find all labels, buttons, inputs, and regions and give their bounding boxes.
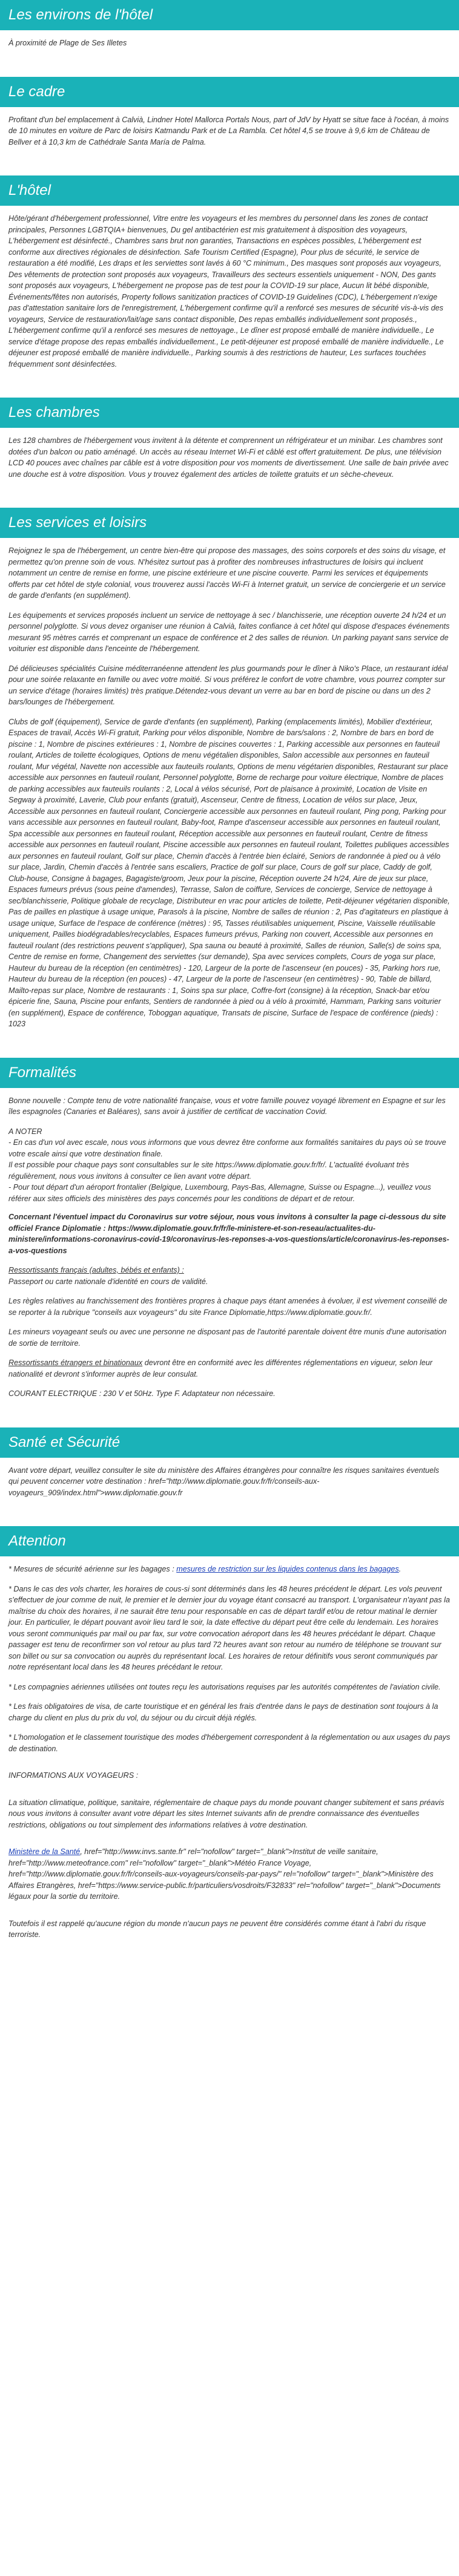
note-line: Il est possible pour chaque pays sont consultables sur le site https://www.diplomatie.gouv.fr/fr/. L'actualité évoluant très régulièrement, nous vous invitons à consulter ce lien avant votre départ. — [8, 1161, 409, 1181]
section-attention — [0, 1526, 459, 1941]
paragraph: Bonne nouvelle : Compte tenu de votre nationalité française, vous et votre famille pouvez voyagé librement en Espagne et sur les îles espagnoles (Canaries et Baléares), sans avoir à justifier de certificat de vaccination Covid. — [8, 1096, 446, 1116]
liquids-restriction-link[interactable]: mesures de restriction sur les liquides contenus dans les bagages — [176, 1565, 399, 1573]
paragraph: * Les compagnies aériennes utilisées ont toutes reçu les autorisations requises par les autorités compétentes de l'aviation civile. — [8, 1682, 441, 1691]
section-formalites — [0, 1058, 459, 1400]
covid-notice: Concernant l'éventuel impact du Coronavirus sur votre séjour, nous vous invitons à consulter la page ci-dessous du site officiel France Diplomatie : https://www.diplomatie.gouv.fr/fr/le-ministere-et-son-reseau/actualites-du-ministere/informations-coronavirus-covid-19/coronavirus-les-reponses-a-vos-questions/article/coronavirus-les-reponses-a-vos-questions — [8, 1213, 449, 1255]
note-heading: A NOTER — [8, 1127, 42, 1136]
section-text: Profitant d'un bel emplacement à Calvià, Lindner Hotel Mallorca Portals Nous, part of JdV by Hyatt se situe face à l'océan, à moins de 10 minutes en voiture de Parc de loisirs Katmandu Park et de La Rambla. Cet hôtel 4,5 se trouve à 9,6 km de Château de Bellver et à 10,3 km de Cathédrale Santa María de Palma. — [8, 115, 449, 146]
section-text: Hôte/gérant d'hébergement professionnel, Vitre entre les voyageurs et les membres du personnel dans les zones de contact principales, Personnes LGBTQIA+ bienvenues, Du gel antibactérien est mis gratuitement à disposition des voyageurs, L'hébergement est désinfecté., Chambres sans brut non garanties, Transactions en espèces possibles, L'hébergement est conforme aux directives régionales de désinfection. Safe Tourism Certified (Espagne), Pour plus de sécurité, le service de restauration a été modifié, Les draps et les serviettes sont lavés à 60 °C minimum., Des masques sont proposés aux voyageurs, Des vêtements de protection sont proposés aux voyageurs, Travailleurs des secteurs essentiels uniquement - NON, Des gants sont proposés aux voyageurs, L'hébergement ne propose pas de test pour la COVID-19 sur place, Aucun lit bébé disponible, Événements/fêtes non autorisés, Property follows sanitization practices of COVID-19 Guidelines (CDC), L'hébergement n'exige pas d'attestation sanitaire lors de l'enregistrement, L'hébergement confirme qu'il a renforcé ses mesures de sécurité vis-à-vis des voyageurs, Service de restauration/lait/age sans contact disponible, Des repas emballés individuellement sont proposés., L'hébergement confirme qu'il a renforcé ses mesures de nettoyage., Le dîner est proposé emballé de manière individuelle., Le service d'étage propose des repas emballés individuellement., Le petit-déjeuner est proposé emballé de manière individuelle., Le déjeuner est proposé emballé de manière individuelle., Parking soumis à des restrictions de hauteur, Les surfaces touchées fréquemment sont désinfectées. — [8, 214, 444, 369]
paragraph: Toutefois il est rappelé qu'aucune région du monde n'aucun pays ne peuvent être considérés comme étant à l'abri du risque terroriste. — [8, 1919, 426, 1939]
text: . — [398, 1565, 401, 1573]
section-title: Les services et loisirs — [0, 508, 459, 538]
paragraph: Les équipements et services proposés incluent un service de nettoyage à sec / blanchisserie, une réception ouverte 24 h/24 et un personnel polyglotte. Si vous devez organiser une réunion à Calvià, faites confiance à cet hôtel qui dispose d'espaces événements mesurant 95 mètres carrés et comprenant un espace de conférence et 2 des salles de réunion. Un parking payant sans service de voiturier est disponible dans l'enceinte de l'hébergement. — [8, 611, 450, 653]
note-line: - Pour tout départ d'un aéroport frontalier (Belgique, Luxembourg, Pays-Bas, Allemagne, Suisse ou Espagne...), veuillez vous référer aux sites officiels des ministères des pays concernés pour les conditions de départ et de retour. — [8, 1183, 431, 1203]
section-title: Formalités — [0, 1058, 459, 1088]
paragraph: Passeport ou carte nationale d'identité en cours de validité. — [8, 1277, 208, 1286]
section-title: Les environs de l'hôtel — [0, 0, 459, 30]
section-text: Les 128 chambres de l'hébergement vous invitent à la détente et comprennent un réfrigérateur et un minibar. Les chambres sont dotées d'un balcon ou patio aménagé. Un accès au réseau Internet Wi-Fi et câblé est offert gratuitement. De plus, une télévision LCD 40 pouces avec chaînes par câble est à votre disposition pour vos moments de divertissement. Une salle de bain privée avec une douche est à votre disposition. Vous y trouvez également des articles de toilette gratuits et un sèche-cheveux. — [8, 436, 449, 479]
paragraph: Rejoignez le spa de l'hébergement, un centre bien-être qui propose des massages, des soins corporels et des soins du visage, et permettez qu'on prenne soin de vous. N'hésitez surtout pas à profiter des nombreuses infrastructures de loisirs qui incluent notamment un centre de remise en forme, une piscine extérieure et une piscine couverte. Parmi les services et équipements offerts par cet hôtel de style colonial, vous trouverez aussi l'accès Wi-Fi à Internet gratuit, un service de conciergerie et un service de garde d'enfants (en supplément). — [8, 546, 446, 600]
paragraph: * Les frais obligatoires de visa, de carte touristique et en général les frais d'entrée dans le pays de destination sont toujours à la charge du client en plus du prix du vol, du séjour ou du circuit déjà réglés. — [8, 1702, 438, 1722]
paragraph — [8, 1564, 451, 1575]
section-title: Santé et Sécurité — [0, 1427, 459, 1458]
section-title: Les chambres — [0, 398, 459, 428]
paragraph: * L'homologation et le classement touristique des modes d'hébergement correspondent à la réglementation ou aux usages du pays de destination. — [8, 1733, 451, 1753]
paragraph — [8, 1357, 451, 1380]
links-text: , href="http://www.invs.sante.fr" rel="nofollow" target="_blank">Institut de veille sanitaire, href="http://www.meteofrance.com" rel="nofollow" target="_blank">Météo France Voyage, href="http://www.diplomatie.gouv.fr/fr/conseils-aux-voyageurs/conseils-par-pays/" rel="nofollow" target="_blank">Ministère des Affaires Etrangères, href="https://www.service-public.fr/particuliers/vosdroits/F32833" rel="nofollow" target="_blank">Documents légaux pour la sortie du territoire. — [8, 1847, 441, 1901]
ministere-sante-link[interactable]: Ministère de la Santé — [8, 1847, 81, 1856]
paragraph: COURANT ELECTRIQUE : 230 V et 50Hz. Type F. Adaptateur non nécessaire. — [8, 1389, 276, 1398]
section-loisirs — [0, 508, 459, 1030]
section-title: L'hôtel — [0, 175, 459, 206]
etrangers-text: devront être en conformité avec les différentes réglementations en vigueur, selon leur nationalité et devront s'informer auprès de leur consulat. — [8, 1358, 433, 1378]
etrangers-heading: Ressortissants étrangers et binationaux — [8, 1358, 143, 1367]
paragraph: La situation climatique, politique, sanitaire, réglementaire de chaque pays du monde pouvant changer subitement et sans préavis nous vous invitons à consulter avant votre départ les sites Internet suivants afin de prendre connaissance des éventuelles restrictions, obligations ou tout simplement des informations relatives à votre destination. — [8, 1798, 444, 1829]
note-block — [8, 1126, 451, 1205]
fr-heading: Ressortissants français (adultes, bébés et enfants) : — [8, 1266, 184, 1274]
paragraph: * Dans le cas des vols charter, les horaires de cous-si sont déterminés dans les 48 heures précédent le départ. Les vols peuvent s'effectuer de jour comme de nuit, le premier et le dernier jour du voyage étant consacré au transport. L'organisateur n'ayant pas la maîtrise du choix des horaires, il ne saurait être tenu pour responsable en cas de départ tardif et/ou de retour matinal le dernier jour. En particulier, le départ pouvant avoir lieu tard le soir, la date effective du départ peut être celle du lendemain. Les horaires vous seront communiqués par mail ou par fax, sur votre convocation aéroport dans les 48 heures précédant le départ. Chaque passager est tenu de reconfirmer son vol retour au plus tard 72 heures avant son retour au numéro de téléphone se trouvant sur son billet ou sur sa convocation ou auprès du représentant local. Les horaires de retour définitifs vous seront communiqués par notre représentant local dans les 48 heures précédant le retour. — [8, 1584, 450, 1671]
text: * Mesures de sécurité aérienne sur les bagages : — [8, 1565, 177, 1573]
section-hotel — [0, 175, 459, 370]
note-line: - En cas d'un vol avec escale, nous vous informons que vous devrez être conforme aux formalités sanitaires du pays où se trouve votre escale ainsi que votre destination finale. — [8, 1138, 446, 1158]
section-title: Le cadre — [0, 77, 459, 107]
paragraph: Les mineurs voyageant seuls ou avec une personne ne disposant pas de l'autorité parentale doivent être munis d'une autorisation de sortie de territoire. — [8, 1328, 447, 1348]
section-chambres — [0, 398, 459, 480]
amenities-list: Clubs de golf (équipement), Service de garde d'enfants (en supplément), Parking (emplacements limités), Mobilier d'extérieur, Espaces de travail, Accès Wi-Fi gratuit, Parking pour vélos disponible, Nombre de bars/salons : 2, Nombre de bars en bord de piscine : 1, Nombre de piscines extérieures : 1, Nombre de piscines couvertes : 1, Parking accessible aux personnes en fauteuil roulant, Articles de toilette écologiques, Options de menu végétalien disponibles, Salon accessible aux personnes en fauteuil roulant, Mur végétal, Navette non accessible aux fauteuils roulants, Options de menu végétarien disponibles, Restaurant sur place accessible aux personnes en fauteuil roulant, Personnel polyglotte, Borne de recharge pour voiture électrique, Nombre de places de parking accessibles aux fauteuils roulants : 2, Local à vélos sécurisé, Port de plaisance à proximité, Location de Visite en Segway à proximité, Laverie, Club pour enfants (gratuit), Ascenseur, Centre de fitness, Location de vélos sur place, Jeux, Accessible aux personnes en fauteuil roulant, Conciergerie accessible aux personnes en fauteuil roulant, Ping pong, Parking pour vans accessible aux personnes en fauteuil roulant, Baby-foot, Rampe d'ascenseur accessible aux personnes en fauteuil roulant, Spa accessible aux personnes en fauteuil roulant, Réception accessible aux personnes en fauteuil roulant, Centre de fitness accessible aux personnes en fauteuil roulant, Piscine accessible aux personnes en fauteuil roulant, Toilettes publiques accessibles aux personnes en fauteuil roulant, Golf sur place, Chemin d'accès à l'entrée bien éclairé, Seniors de randonnée à pied ou à vélo sur place, Jardin, Chemin d'accès à l'entrée sans escaliers, Practice de golf sur place, Cours de golf sur place, Caddy de golf, Club-house, Consigne à bagages, Bagagiste/groom, Jeux pour la piscine, Réception ouverte 24 h/24, Aire de jeux sur place, Espaces fumeurs prévus (sous peine d'amendes), Terrasse, Salon de coiffure, Services de concierge, Service de nettoyage à sec/blanchisserie, Politique globale de recyclage, Distributeur en vrac pour articles de toilette, Petit-déjeuner végétarien disponible, Pas de pailles en plastique à usage unique, Parasols à la piscine, Nombre de salles de réunion : 2, Pas d'agitateurs en plastique à usage unique, Surface de l'espace de conférence (mètres) : 95, Tasses réutilisables uniquement, Piscine, Vaisselle réutilisable uniquement, Pailles biodégradables/recyclables, Espaces fumeurs prévus, Parking non couvert, Accessible aux personnes en fauteuil roulant (des restrictions peuvent s'appliquer), Spa sauna ou beauté à proximité, Salles de réunion, Salle(s) de soins spa, Centre de remise en forme, Changement des serviettes (sur demande), Spa avec services complets, Cours de yoga sur place, Hauteur du bureau de la réception (en centimètres) - 120, Largeur de la porte de l'ascenseur (en pouces) - 35, Parking hors rue, Hauteur du bureau de la réception (en pouces) - 47, Largeur de la porte de l'ascenseur (en centimètres) - 90, Table de billard, Mailto-repas sur place, Nombre de restaurants : 1, Soins spa sur place, Coffre-fort (consigne) à la réception, Snack-bar et/ou épicerie fine, Sauna, Piscine pour enfants, Sentiers de randonnée à pied ou à vélo à proximité, Hammam, Parking sans voiturier (en supplément), Espace de conférence, Toboggan aquatique, Transats de piscine, Surface de l'espace de conférence (pieds) : 1023 — [8, 717, 450, 1028]
paragraph: Dé délicieuses spécialités Cuisine méditerranéenne attendent les plus gourmands pour le dîner à Niko's Place, un restaurant idéal pour une soirée relaxante en famille ou avec votre moitié. Si vous préférez le confort de votre chambre, vous pourrez compter sur un service d'étage (horaires limités) très pratique.Détendez-vous devant un verre au bar en bord de piscine ou dans un des 2 bars/lounges de l'hébergement. — [8, 664, 448, 706]
section-environs — [0, 0, 459, 49]
section-text: À proximité de Plage de Ses Illetes — [8, 39, 127, 47]
section-title: Attention — [0, 1526, 459, 1556]
paragraph — [8, 1846, 451, 1903]
paragraph: INFORMATIONS AUX VOYAGEURS : — [8, 1771, 139, 1780]
section-text: Avant votre départ, veuillez consulter le site du ministère des Affaires étrangères pour connaître les risques sanitaires éventuels qui peuvent concerner votre destination : href="http://www.diplomatie.gouv.fr/fr/conseils-aux-voyageurs_909/index.html">www.diplomatie.gouv.fr — [8, 1466, 440, 1497]
section-sante — [0, 1427, 459, 1499]
paragraph: Les règles relatives au franchissement des frontières propres à chaque pays étant amenées à évoluer, il est vivement conseillé de se reporter à la rubrique "conseils aux voyageurs" du site France Diplomatie,https://www.diplomatie.gouv.fr/. — [8, 1297, 447, 1317]
section-cadre — [0, 77, 459, 148]
